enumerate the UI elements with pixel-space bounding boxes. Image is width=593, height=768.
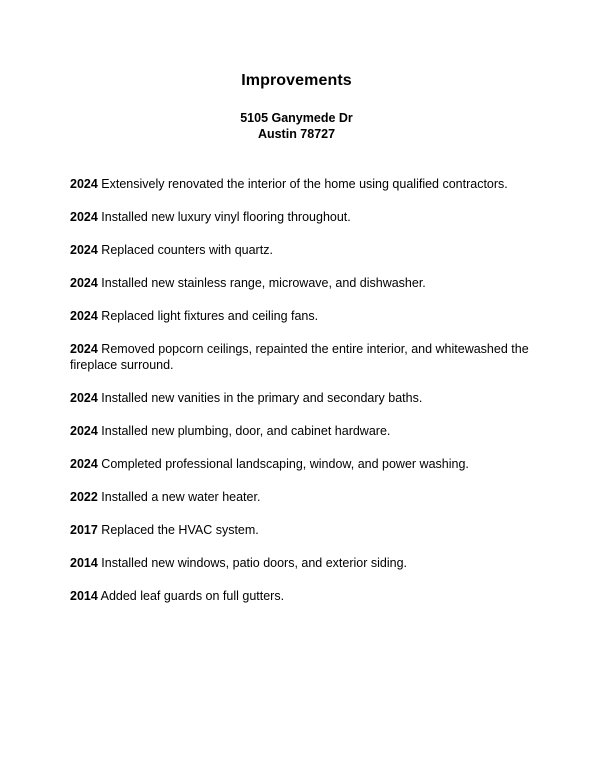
- improvement-year: 2024: [70, 457, 98, 471]
- improvement-text: Installed new windows, patio doors, and exterior siding.: [101, 556, 408, 570]
- improvement-item: [70, 555, 540, 571]
- improvement-item: [70, 456, 540, 472]
- improvement-text: Removed popcorn ceilings, repainted the entire interior, and whitewashed the fireplace surround.: [70, 342, 529, 372]
- improvement-text: Completed professional landscaping, window, and power washing.: [101, 457, 469, 471]
- improvement-item: [70, 275, 540, 291]
- improvement-year: 2024: [70, 391, 98, 405]
- improvement-text: Installed a new water heater.: [101, 490, 261, 504]
- improvement-item: [70, 489, 540, 505]
- improvement-text: Replaced counters with quartz.: [101, 243, 273, 257]
- improvement-year: 2024: [70, 309, 98, 323]
- improvement-year: 2022: [70, 490, 98, 504]
- address-street: 5105 Ganymede Dr: [240, 111, 353, 125]
- improvement-item: [70, 242, 540, 258]
- improvement-text: Replaced the HVAC system.: [101, 523, 259, 537]
- improvement-year: 2024: [70, 424, 98, 438]
- improvement-text: Installed new plumbing, door, and cabinet hardware.: [101, 424, 391, 438]
- improvement-item: [70, 176, 540, 192]
- improvement-year: 2014: [70, 589, 98, 603]
- improvement-year: 2014: [70, 556, 98, 570]
- improvement-text: Replaced light fixtures and ceiling fans.: [101, 309, 319, 323]
- improvement-text: Extensively renovated the interior of the home using qualified contractors.: [101, 177, 508, 191]
- improvement-item: [70, 423, 540, 439]
- improvement-year: 2024: [70, 210, 98, 224]
- improvement-year: 2024: [70, 342, 98, 356]
- improvement-item: [70, 308, 540, 324]
- improvements-list: [70, 176, 540, 621]
- improvement-year: 2017: [70, 523, 98, 537]
- improvement-year: 2024: [70, 243, 98, 257]
- improvement-item: [70, 522, 540, 538]
- improvement-text: Installed new vanities in the primary and secondary baths.: [101, 391, 423, 405]
- property-address: [0, 110, 593, 142]
- improvement-year: 2024: [70, 177, 98, 191]
- improvement-item: [70, 341, 540, 373]
- improvement-text: Installed new luxury vinyl flooring throughout.: [101, 210, 351, 224]
- improvement-item: [70, 588, 540, 604]
- address-city-zip: Austin 78727: [257, 127, 336, 141]
- improvement-text: Installed new stainless range, microwave, and dishwasher.: [101, 276, 426, 290]
- improvement-year: 2024: [70, 276, 98, 290]
- improvement-item: [70, 209, 540, 225]
- improvement-item: [70, 390, 540, 406]
- document-title: Improvements: [241, 72, 352, 89]
- improvement-text: Added leaf guards on full gutters.: [100, 589, 285, 603]
